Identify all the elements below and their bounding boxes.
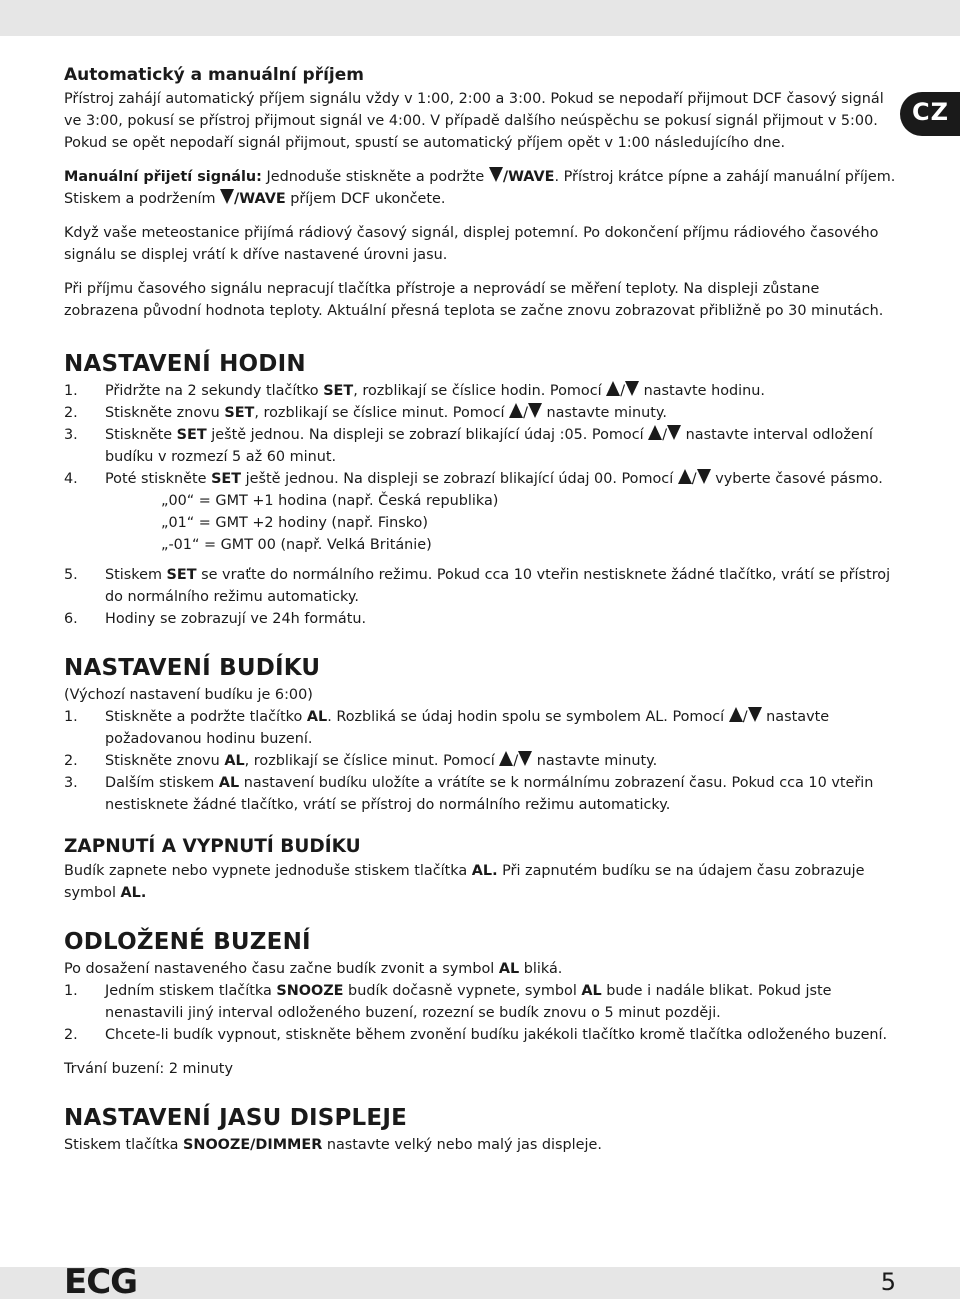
button-name: SET bbox=[211, 471, 242, 487]
up-arrow-icon bbox=[648, 425, 662, 440]
button-name: SET bbox=[323, 383, 354, 399]
symbol-name: AL. bbox=[120, 885, 147, 901]
section-title-brightness: NASTAVENÍ JASU DISPLEJE bbox=[64, 1105, 407, 1131]
text-fragment: Dalším stiskem bbox=[105, 775, 219, 791]
bottom-bar bbox=[0, 1267, 960, 1299]
paragraph-manual-reception bbox=[64, 166, 896, 210]
timezone-option: „-01“ = GMT 00 (např. Velká Británie) bbox=[161, 537, 432, 553]
text-fragment: Poté stiskněte bbox=[105, 471, 212, 487]
text-fragment: Stiskněte znovu bbox=[105, 753, 225, 769]
text-fragment: Stiskněte znovu bbox=[105, 405, 225, 421]
list-item bbox=[64, 468, 896, 490]
down-arrow-icon bbox=[748, 707, 762, 722]
list-number: 3. bbox=[64, 775, 78, 791]
list-item bbox=[64, 750, 896, 772]
text-fragment: ještě jednou. Na displeji se zobrazí blikající údaj 00. Pomocí bbox=[241, 471, 678, 487]
list-number: 1. bbox=[64, 709, 78, 725]
text-fragment: nastavte požadovanou hodinu buzení. bbox=[105, 709, 830, 747]
button-name: AL bbox=[218, 775, 240, 791]
wave-label: /WAVE bbox=[234, 191, 286, 207]
wave-label: /WAVE bbox=[502, 169, 555, 185]
text-fragment: Budík zapnete nebo vypnete jednoduše stiskem tlačítka bbox=[64, 863, 472, 879]
up-arrow-icon bbox=[499, 751, 513, 766]
list-item bbox=[64, 980, 896, 1024]
list-item bbox=[64, 706, 896, 750]
list-number: 3. bbox=[64, 427, 78, 443]
text-fragment: nastavte hodinu. bbox=[639, 383, 765, 399]
list-item bbox=[64, 772, 896, 816]
list-item bbox=[64, 380, 896, 402]
text-fragment: Přidržte na 2 sekundy tlačítko bbox=[105, 383, 324, 399]
down-arrow-icon bbox=[489, 167, 503, 182]
slash: / bbox=[620, 383, 626, 399]
text-fragment: Jedním stiskem tlačítka bbox=[105, 983, 277, 999]
text-fragment: Stiskněte bbox=[105, 427, 177, 443]
text-fragment: Po dosažení nastaveného času začne budík zvonit a symbol bbox=[64, 961, 499, 977]
timezone-option: „01“ = GMT +2 hodiny (např. Finsko) bbox=[161, 515, 428, 531]
button-name: SET bbox=[176, 427, 207, 443]
slash: / bbox=[662, 427, 668, 443]
text-fragment: budík dočasně vypnete, symbol bbox=[343, 983, 582, 999]
paragraph-buttons-disabled: Při příjmu časového signálu nepracují tlačítka přístroje a neprovádí se měření teploty. Na displeji zůstane zobrazena původní hodnota teploty. Aktuální přesná teplota se začne znovu zobrazovat přibližně po 30 minutách. bbox=[64, 281, 884, 319]
button-name: AL. bbox=[471, 863, 498, 879]
manual-label: Manuální přijetí signálu: bbox=[64, 169, 262, 185]
paragraph-auto-reception: Přístroj zahájí automatický příjem signálu vždy v 1:00, 2:00 a 3:00. Pokud se nepodaří přijmout DCF časový signál ve 3:00, pokusí se přístroj přijmout signál ve 4:00. V případě dalšího neúspěchu se pokusí signál přijmout v 5:00. Pokud se opět nepodaří signál přijmout, spustí se automatický příjem opět v 1:00 následujícího dne. bbox=[64, 91, 884, 151]
text-fragment: Stiskněte a podržte tlačítko bbox=[105, 709, 307, 725]
button-name: SET bbox=[224, 405, 255, 421]
list-number: 1. bbox=[64, 383, 78, 399]
ecg-logo: ECG bbox=[64, 1262, 138, 1302]
slash: / bbox=[742, 709, 748, 725]
language-tab-label: CZ bbox=[912, 98, 950, 126]
down-arrow-icon bbox=[697, 469, 711, 484]
text-fragment: ještě jednou. Na displeji se zobrazí blikající údaj :05. Pomocí bbox=[206, 427, 649, 443]
text-fragment: Chcete-li budík vypnout, stiskněte během zvonění budíku jakékoli tlačítko kromě tlačítka odloženého buzení. bbox=[105, 1027, 888, 1043]
text-fragment: , rozblikají se číslice hodin. Pomocí bbox=[353, 383, 607, 399]
section-title-alarm-on-off: ZAPNUTÍ A VYPNUTÍ BUDÍKU bbox=[64, 836, 361, 857]
text-fragment: nastavte interval odložení budíku v rozmezí 5 až 60 minut. bbox=[105, 427, 873, 465]
button-name: AL bbox=[306, 709, 328, 725]
down-arrow-icon bbox=[518, 751, 532, 766]
list-item bbox=[64, 1024, 896, 1046]
list-item bbox=[64, 402, 896, 424]
list-number: 2. bbox=[64, 753, 78, 769]
up-arrow-icon bbox=[606, 381, 620, 396]
list-item bbox=[64, 424, 896, 468]
slash: / bbox=[691, 471, 697, 487]
button-name: SET bbox=[166, 567, 197, 583]
page-number: 5 bbox=[880, 1268, 896, 1296]
list-number: 5. bbox=[64, 567, 78, 583]
clock-steps-list-cont bbox=[64, 564, 896, 630]
paragraph-snooze-intro bbox=[64, 958, 896, 980]
down-arrow-icon bbox=[667, 425, 681, 440]
text-fragment: bude i nadále blikat. Pokud jste nenastavili jiný interval odloženého buzení, rozezní se budík znovu o 5 minut později. bbox=[105, 983, 832, 1021]
text-fragment: nastavení budíku uložíte a vrátíte se k normálnímu zobrazení času. Pokud cca 10 vteřin nestisknete žádné tlačítko, vrátí se přístroj do normálního režimu automaticky. bbox=[105, 775, 874, 813]
text-fragment: Stiskem tlačítka bbox=[64, 1137, 184, 1153]
section-title-clock-setting: NASTAVENÍ HODIN bbox=[64, 351, 306, 377]
text-fragment: . Rozbliká se údaj hodin spolu se symbolem AL. Pomocí bbox=[327, 709, 729, 725]
list-number: 6. bbox=[64, 611, 78, 627]
text-fragment: Jednoduše stiskněte a podržte bbox=[261, 169, 489, 185]
page-content bbox=[64, 62, 896, 1156]
paragraph-alarm-on-off bbox=[64, 860, 896, 904]
up-arrow-icon bbox=[678, 469, 692, 484]
alarm-default-note: (Výchozí nastavení budíku je 6:00) bbox=[64, 687, 313, 703]
text-fragment: . Přístroj krátce pípne a zahájí manuální příjem. Stiskem a podržením bbox=[64, 169, 896, 207]
text-fragment: vyberte časové pásmo. bbox=[710, 471, 883, 487]
section-title-automatic-manual: Automatický a manuální příjem bbox=[64, 65, 364, 85]
clock-steps-list bbox=[64, 380, 896, 490]
down-arrow-icon bbox=[625, 381, 639, 396]
symbol-name: AL bbox=[498, 961, 520, 977]
text-fragment: nastavte minuty. bbox=[532, 753, 658, 769]
snooze-steps-list bbox=[64, 980, 896, 1046]
text-fragment: se vraťte do normálního režimu. Pokud cca 10 vteřin nestisknete žádné tlačítko, vrátí se přístroj do normálního režimu automaticky. bbox=[105, 567, 891, 605]
text-fragment: bliká. bbox=[519, 961, 563, 977]
list-number: 2. bbox=[64, 1027, 78, 1043]
text-fragment: nastavte minuty. bbox=[541, 405, 667, 421]
text-fragment: Při zapnutém budíku se na údajem času zobrazuje symbol bbox=[64, 863, 865, 901]
slash: / bbox=[523, 405, 528, 421]
symbol-name: AL bbox=[581, 983, 602, 999]
up-arrow-icon bbox=[509, 403, 523, 418]
section-title-alarm-setting: NASTAVENÍ BUDÍKU bbox=[64, 655, 321, 681]
up-arrow-icon bbox=[729, 707, 743, 722]
list-number: 2. bbox=[64, 405, 78, 421]
timezone-option: „00“ = GMT +1 hodina (např. Česká republika) bbox=[161, 493, 499, 509]
button-name: SNOOZE/DIMMER bbox=[183, 1137, 323, 1153]
text-fragment: , rozblikají se číslice minut. Pomocí bbox=[244, 753, 500, 769]
text-fragment: příjem DCF ukončete. bbox=[285, 191, 446, 207]
button-name: AL bbox=[224, 753, 245, 769]
text-fragment: , rozblikají se číslice minut. Pomocí bbox=[254, 405, 510, 421]
button-name: SNOOZE bbox=[276, 983, 344, 999]
list-number: 4. bbox=[64, 471, 78, 487]
list-number: 1. bbox=[64, 983, 78, 999]
list-item bbox=[64, 564, 896, 608]
list-item bbox=[64, 608, 896, 630]
paragraph-brightness bbox=[64, 1134, 896, 1156]
text-fragment: nastavte velký nebo malý jas displeje. bbox=[322, 1137, 602, 1153]
text-fragment: Hodiny se zobrazují ve 24h formátu. bbox=[105, 611, 367, 627]
down-arrow-icon bbox=[220, 189, 234, 204]
alarm-duration: Trvání buzení: 2 minuty bbox=[64, 1061, 233, 1077]
down-arrow-icon bbox=[528, 403, 542, 418]
top-bar bbox=[0, 0, 960, 36]
text-fragment: Stiskem bbox=[105, 567, 167, 583]
alarm-steps-list bbox=[64, 706, 896, 816]
language-tab bbox=[900, 92, 960, 136]
section-title-snooze: ODLOŽENÉ BUZENÍ bbox=[64, 929, 311, 955]
slash: / bbox=[513, 753, 519, 769]
paragraph-display-dim: Když vaše meteostanice přijímá rádiový časový signál, displej potemní. Po dokončení příjmu rádiového časového signálu se displej vrátí k dříve nastavené úrovni jasu. bbox=[64, 225, 879, 263]
